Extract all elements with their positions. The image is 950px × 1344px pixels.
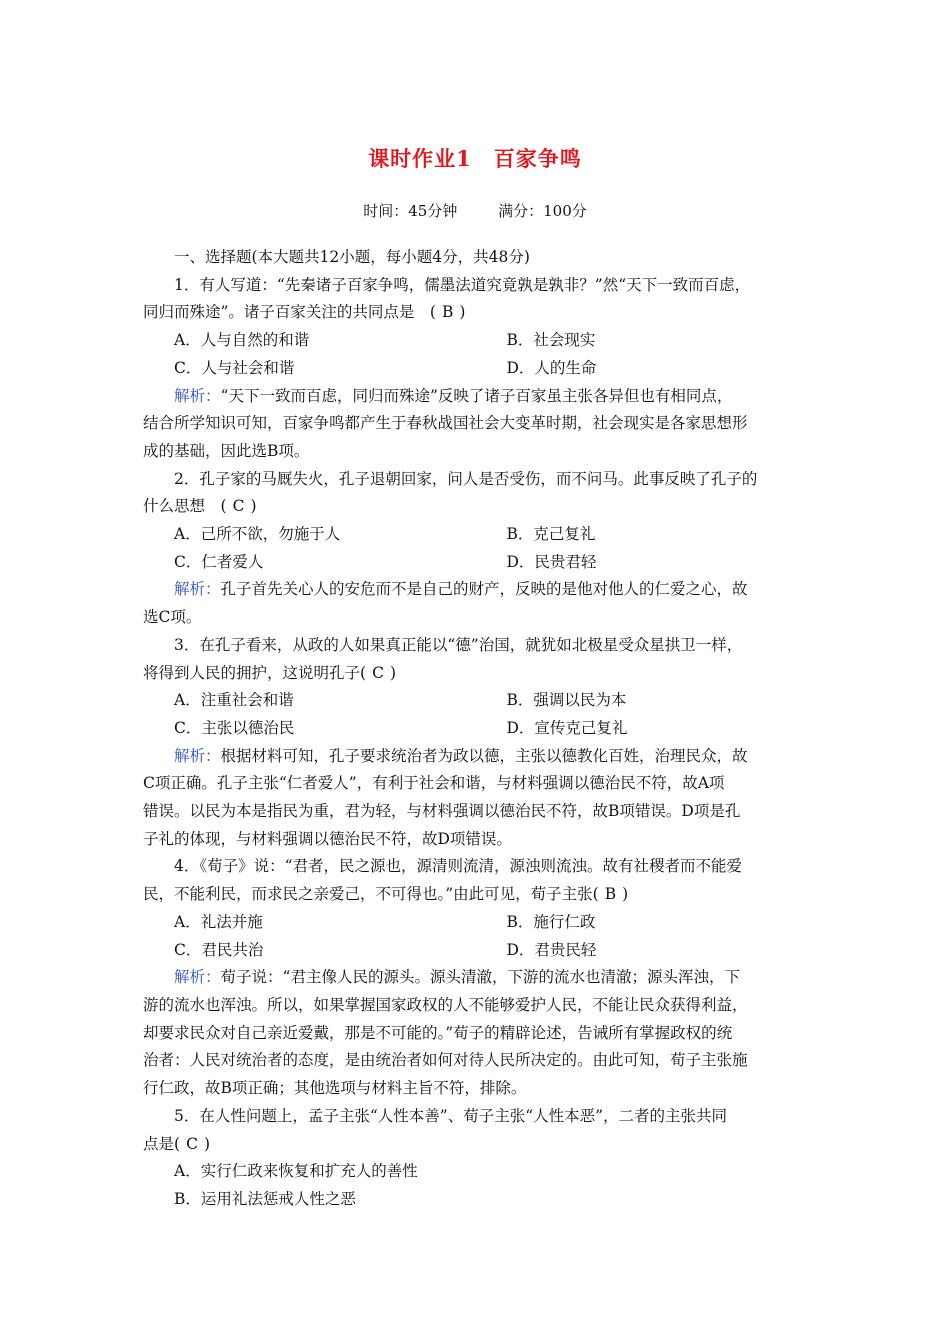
question-list bbox=[143, 272, 808, 1214]
question-item bbox=[143, 272, 808, 466]
explanation-text: 孔子首先关心人的安危而不是自己的财产，反映的是他对他人的仁爱之心，故 bbox=[220, 580, 748, 599]
explanation-text: 选C项。 bbox=[143, 608, 202, 627]
explanation-text: 行仁政，故B项正确；其他选项与材料主旨不符，排除。 bbox=[143, 1079, 527, 1098]
explanation-line bbox=[143, 438, 808, 466]
option-item: B．施行仁政 bbox=[506, 912, 596, 931]
question-stem-text: 2．孔子家的马厩失火，孔子退朝回家，问人是否受伤，而不问马。此事反映了孔子的 bbox=[174, 469, 758, 488]
option-row bbox=[143, 715, 808, 743]
explanation-label: 解析： bbox=[174, 968, 221, 987]
answer-close-paren: ) bbox=[203, 1134, 210, 1153]
option-item: B．克己复礼 bbox=[506, 525, 596, 544]
explanation-line bbox=[143, 1075, 808, 1103]
question-stem-text: 点是( bbox=[143, 1134, 181, 1153]
explanation-text: 结合所学知识可知，百家争鸣都产生于春秋战国社会大变革时期，社会现实是各家思想形 bbox=[143, 414, 748, 433]
full-score: 满分：100分 bbox=[498, 202, 587, 220]
explanation-text: 治者：人民对统治者的态度，是由统治者如何对待人民所决定的。由此可知，荀子主张施 bbox=[143, 1051, 748, 1070]
option-item: A．实行仁政来恢复和扩充人的善性 bbox=[174, 1162, 418, 1181]
option-item: B．强调以民为本 bbox=[506, 691, 627, 710]
explanation-line bbox=[143, 743, 808, 771]
explanation-line bbox=[143, 992, 808, 1020]
question-stem-text: 5．在人性问题上，孟子主张“人性本善”、荀子主张“人性本恶”，二者的主张共同 bbox=[174, 1106, 728, 1125]
answer-close-paren: ) bbox=[250, 497, 257, 516]
option-item: A．注重社会和谐 bbox=[174, 691, 294, 710]
explanation-line bbox=[143, 576, 808, 604]
option-item: C．人与社会和谐 bbox=[174, 358, 295, 377]
option-item: B．社会现实 bbox=[506, 331, 596, 350]
option-item: B．运用礼法惩戒人性之恶 bbox=[174, 1189, 356, 1208]
explanation-line bbox=[143, 383, 808, 411]
section-heading: 一、选择题(本大题共12小题，每小题4分，共48分) bbox=[174, 248, 530, 266]
question-stem-line bbox=[143, 881, 808, 909]
option-item: C．君民共治 bbox=[174, 940, 264, 959]
answer-close-paren: ) bbox=[622, 885, 629, 904]
explanation-text: 荀子说：“君主像人民的源头。源头清澈，下游的流水也清澈；源头浑浊，下 bbox=[220, 968, 740, 987]
explanation-line bbox=[143, 1047, 808, 1075]
option-row bbox=[143, 937, 808, 965]
answer-letter: B bbox=[604, 885, 617, 904]
option-row bbox=[143, 687, 808, 715]
explanation-line bbox=[143, 826, 808, 854]
question-stem-text: 4．《荀子》说：“君者，民之源也，源清则流清，源浊则流浊。故有社稷者而不能爱 bbox=[174, 857, 743, 876]
answer-letter: C bbox=[372, 663, 384, 682]
option-item: C．主张以德治民 bbox=[174, 718, 295, 737]
question-stem-text: 民，不能利民，而求民之亲爱己，不可得也。”由此可见，荀子主张( bbox=[143, 885, 599, 904]
answer-close-paren: ) bbox=[459, 303, 466, 322]
explanation-line bbox=[143, 1020, 808, 1048]
explanation-line bbox=[143, 798, 808, 826]
explanation-label: 解析： bbox=[174, 746, 221, 765]
question-item bbox=[143, 1103, 808, 1214]
explanation-text: 错误。以民为本是指民为重，君为轻，与材料强调以德治民不符，故B项错误。D项是孔 bbox=[143, 802, 741, 821]
answer-letter: B bbox=[441, 303, 454, 322]
question-stem-line bbox=[143, 466, 808, 494]
option-row bbox=[143, 355, 808, 383]
option-row bbox=[143, 521, 808, 549]
option-item: D．宣传克己复礼 bbox=[506, 718, 628, 737]
time-limit: 时间：45分钟 bbox=[363, 202, 458, 220]
question-stem-line bbox=[143, 660, 808, 688]
explanation-text: 子礼的体现，与材料强调以德治民不符，故D项错误。 bbox=[143, 829, 512, 848]
option-item: D．君贵民轻 bbox=[506, 940, 597, 959]
question-stem-text: 1．有人写道：“先秦诸子百家争鸣，儒墨法道究竟孰是孰非？”然“天下一致而百虑， bbox=[174, 275, 751, 294]
explanation-line bbox=[143, 410, 808, 438]
question-stem-text: 将得到人民的拥护，这说明孔子( bbox=[143, 663, 367, 682]
answer-close-paren: ) bbox=[389, 663, 396, 682]
question-stem-line bbox=[143, 272, 808, 300]
explanation-text: 却要求民众对自己亲近爱戴，那是不可能的。”荀子的精辟论述，告诫所有掌握政权的统 bbox=[143, 1023, 733, 1042]
question-stem-text: 什么思想 ( bbox=[143, 497, 227, 516]
explanation-label: 解析： bbox=[174, 386, 221, 405]
explanation-line bbox=[143, 770, 808, 798]
explanation-text: 游的流水也浑浊。所以，如果掌握国家政权的人不能够爱护人民，不能让民众获得利益， bbox=[143, 995, 748, 1014]
question-body bbox=[143, 244, 808, 1214]
option-item: D．民贵君轻 bbox=[506, 552, 597, 571]
option-item: A．己所不欲，勿施于人 bbox=[174, 525, 341, 544]
option-item: A．人与自然的和谐 bbox=[174, 331, 310, 350]
option-item: A．礼法并施 bbox=[174, 912, 263, 931]
explanation-text: 成的基础，因此选B项。 bbox=[143, 441, 310, 460]
option-row bbox=[143, 327, 808, 355]
question-item bbox=[143, 466, 808, 632]
question-stem-line bbox=[143, 493, 808, 521]
explanation-text: “天下一致而百虑，同归而殊途”反映了诸子百家虽主张各异但也有相同点， bbox=[220, 386, 733, 405]
explanation-label: 解析： bbox=[174, 580, 221, 599]
explanation-line bbox=[143, 964, 808, 992]
explanation-text: 根据材料可知，孔子要求统治者为政以德，主张以德教化百姓，治理民众，故 bbox=[220, 746, 748, 765]
option-item: C．仁者爱人 bbox=[174, 552, 264, 571]
answer-letter: C bbox=[232, 497, 245, 516]
question-stem-text: 3．在孔子看来，从政的人如果真正能以“德”治国，就犹如北极星受众星拱卫一样， bbox=[174, 635, 743, 654]
question-item bbox=[143, 632, 808, 854]
question-stem-line bbox=[143, 853, 808, 881]
answer-letter: C bbox=[186, 1134, 198, 1153]
page-title: 课时作业1 百家争鸣 bbox=[368, 146, 582, 171]
option-row bbox=[143, 909, 808, 937]
exam-meta bbox=[0, 200, 950, 221]
option-row bbox=[143, 549, 808, 577]
question-stem-text: 同归而殊途”。诸子百家关注的共同点是 ( bbox=[143, 303, 436, 322]
question-item bbox=[143, 853, 808, 1102]
question-stem-line bbox=[143, 299, 808, 327]
question-stem-line bbox=[143, 1131, 808, 1159]
question-stem-line bbox=[143, 1103, 808, 1131]
option-item: D．人的生命 bbox=[506, 358, 597, 377]
explanation-text: C项正确。孔子主张“仁者爱人”，有利于社会和谐，与材料强调以德治民不符，故A项 bbox=[143, 774, 725, 793]
question-stem-line bbox=[143, 632, 808, 660]
explanation-line bbox=[143, 604, 808, 632]
